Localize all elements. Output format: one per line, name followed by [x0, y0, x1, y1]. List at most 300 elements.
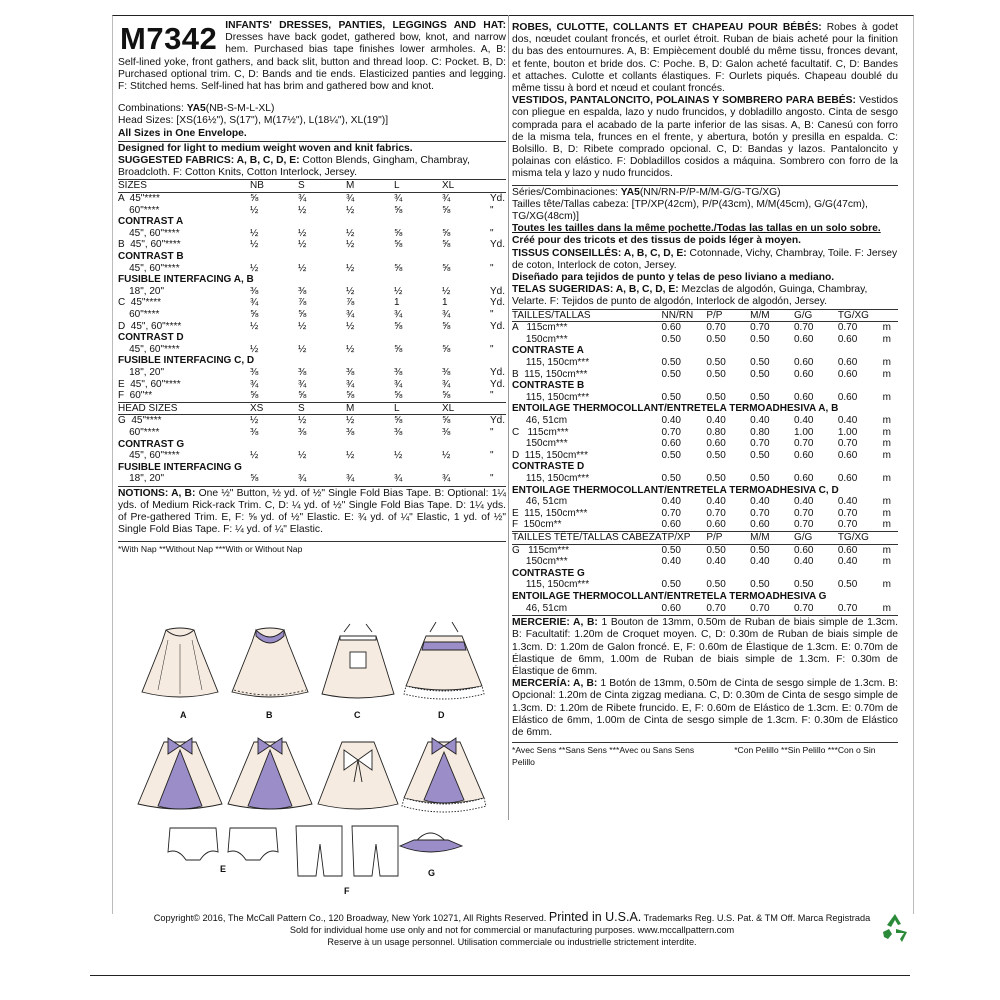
view-f-sketch [296, 826, 398, 876]
table-cell: 0.40 [750, 415, 770, 427]
table-cell: 0.50 [706, 333, 726, 345]
table-cell: 0.70 [837, 322, 858, 334]
table-cell: ¾ [298, 193, 307, 205]
table-cell: ½ [298, 204, 307, 216]
table-cell: 0.40 [706, 496, 726, 508]
row-label: ENTOILAGE THERMOCOLLANT/ENTRETELA TERMOADHESIVA C, D [512, 484, 839, 496]
table-cell: P/P [706, 531, 750, 544]
table-cell: 0.50 [750, 544, 770, 556]
table-cell: " [490, 262, 494, 274]
view-a-back-sketch [138, 738, 222, 809]
table-row [118, 263, 506, 275]
table-cell: m [882, 391, 891, 403]
view-b-back-sketch [228, 738, 312, 809]
table-cell: ½ [442, 285, 451, 297]
table-cell: 0.60 [793, 333, 814, 345]
table-row [118, 390, 506, 402]
table-cell [883, 531, 898, 544]
table-row [118, 309, 506, 321]
table-cell: 0.50 [750, 449, 770, 461]
table-cell: 0.50 [661, 449, 681, 461]
row-label: 18", 20" [118, 285, 165, 297]
table-cell: Yd. [490, 239, 506, 251]
table-cell: 0.60 [661, 322, 681, 334]
fabrics-fr: TISSUS CONSEILLÉS: A, B, C, D, E: Cotonnade, Vichy, Chambray, Toile. F: Jersey de coton, Interlock de coton, Jersey. [512, 247, 898, 271]
table-cell: 0.60 [706, 438, 726, 450]
row-label: G 115cm*** [512, 544, 570, 556]
footer [112, 911, 912, 948]
table-cell: ⅝ [250, 193, 259, 205]
table-cell: 0.60 [837, 368, 858, 380]
table-cell: 0.60 [837, 391, 858, 403]
table-cell: 0.40 [661, 496, 681, 508]
table-cell: ⅝ [442, 343, 451, 355]
table-cell: 0.50 [661, 333, 681, 345]
head-sizes-en: Head Sizes: [XS(16½"), S(17"), M(17½"), L(18¼"), XL(19")] [118, 115, 389, 127]
fabrics-en: SUGGESTED FABRICS: A, B, C, D, E: Cotton Blends, Gingham, Chambray, Broadcloth. F: Cotton Knits, Cotton Interlock, Jersey. [118, 155, 470, 179]
all-sizes-en: All Sizes in One Envelope. [118, 127, 247, 139]
view-d-back-sketch [402, 738, 486, 812]
table-cell: 0.70 [837, 519, 858, 531]
table-cell: 0.50 [706, 357, 726, 369]
yardage-table-en [118, 179, 506, 484]
table-row [512, 473, 898, 485]
row-label: 45", 60"**** [118, 262, 180, 274]
table-cell: m [882, 357, 891, 369]
table-cell: m [882, 519, 891, 531]
bottom-rule [90, 975, 910, 976]
table-cell: Yd. [490, 193, 506, 205]
table-cell: 0.60 [837, 544, 858, 556]
table-cell: ½ [250, 343, 259, 355]
table-cell: ⅝ [250, 308, 259, 320]
table-cell: 0.70 [837, 438, 858, 450]
table-cell: 0.50 [661, 579, 681, 591]
table-row [512, 519, 898, 531]
row-label: 46, 51cm [512, 496, 568, 508]
table-header-row [118, 402, 506, 415]
table-row [118, 228, 506, 240]
table-cell: 0.60 [706, 519, 726, 531]
table-cell: TG/XG [838, 531, 883, 544]
table-cell: ⅜ [298, 366, 307, 378]
table-cell: L [394, 402, 442, 415]
table-cell: 1.00 [837, 426, 858, 438]
table-row [118, 239, 506, 251]
merceria-es: MERCERÍA: A, B: 1 Botón de 13mm, 0.50m de Cinta de sesgo simple de 1.3cm. B: Opcional: 1.20m de Cinta zigzag mediana. C, D: 0.30m de Cinta de sesgo simple de 1.3cm. D: 1.20m de Ribete fruncido. E, F: 0.60m de Elástico de 1.3cm. E: 0.70m de Elástico de 6mm, 1.00m de Cinta de sesgo simple de 1.3cm. F: 0.30m de Elástico de 6mm. [512, 678, 898, 738]
table-cell: 0.50 [661, 391, 681, 403]
table-cell: 0.50 [661, 357, 681, 369]
row-label: FUSIBLE INTERFACING A, B [118, 274, 254, 286]
table-subheading [512, 485, 898, 497]
table-cell: ½ [250, 227, 259, 239]
english-column [118, 20, 506, 555]
table-cell: ⅝ [442, 262, 451, 274]
table-cell: XS [250, 402, 298, 415]
table-cell: ⅝ [442, 239, 451, 251]
table-cell: 0.70 [750, 322, 770, 334]
table-cell: ½ [298, 262, 307, 274]
table-cell: TP/XP [662, 531, 707, 544]
table-cell: Yd. [490, 297, 506, 309]
table-cell: ¾ [442, 193, 451, 205]
table-cell: m [882, 496, 891, 508]
table-cell: ⅝ [442, 390, 451, 402]
table-row [512, 579, 898, 591]
designed-fr: Créé pour des tricots et des tissus de poids léger à moyen. [512, 235, 801, 247]
table-cell: ⅝ [394, 320, 403, 332]
row-label: 46, 51cm [512, 415, 568, 427]
table-cell: ½ [394, 285, 403, 297]
table-row [512, 544, 898, 556]
table-row [512, 392, 898, 404]
all-sizes-fr: Toutes les tailles dans la même pochette./Todas las tallas en un solo sobre. [512, 223, 881, 235]
table-row [512, 369, 898, 381]
row-label: 45", 60"**** [118, 343, 180, 355]
row-label: D 45", 60"**** [118, 320, 182, 332]
row-label: 115, 150cm*** [512, 391, 590, 403]
table-cell: 0.70 [793, 507, 814, 519]
table-cell: 0.40 [750, 496, 770, 508]
table-cell: ¾ [442, 378, 451, 390]
view-label-g: G [428, 868, 436, 878]
table-cell: ⅝ [298, 390, 307, 402]
table-cell: 0.50 [750, 368, 770, 380]
table-cell: 0.60 [661, 438, 681, 450]
footnotes-fr-es: *Avec Sens **Sans Sens ***Avec ou Sans Sens *Con Pelillo **Sin Pelillo ***Con o Sin Pelillo [512, 745, 876, 768]
reserve-line: Reserve à un usage personnel. Utilisation commerciale ou industrielle strictement interdite. [327, 937, 697, 947]
table-cell: 0.50 [837, 579, 858, 591]
row-label: 60"**** [118, 204, 160, 216]
table-cell: M [346, 180, 394, 193]
view-label-a: A [180, 710, 187, 720]
table-cell: 0.50 [750, 472, 770, 484]
row-label: TAILLES TÊTE/TALLAS CABEZA [512, 531, 662, 543]
table-cell: ¾ [346, 378, 355, 390]
table-cell: ½ [298, 343, 307, 355]
table-cell: ½ [346, 262, 355, 274]
row-label: 46, 51cm [512, 602, 568, 614]
table-cell: 0.40 [793, 496, 814, 508]
table-row [118, 427, 506, 439]
table-row [118, 379, 506, 391]
table-subheading [512, 461, 898, 473]
row-label: CONTRAST B [118, 251, 184, 262]
table-cell: " [490, 450, 494, 462]
table-cell: ⅜ [346, 366, 355, 378]
row-label: CONTRASTE D [512, 461, 585, 473]
table-row [118, 321, 506, 333]
table-cell: Yd. [490, 415, 506, 427]
sold-line: Sold for individual home use only and not for commercial or manufacturing purposes. www.mccallpattern.com [289, 925, 735, 935]
table-row [512, 450, 898, 462]
view-b-sketch [232, 628, 308, 697]
table-cell: 0.50 [750, 357, 770, 369]
table-row [118, 297, 506, 309]
table-cell: 0.40 [837, 556, 858, 568]
french-spanish-column [512, 22, 898, 769]
row-label: 150cm*** [512, 333, 568, 345]
table-cell: 0.50 [706, 544, 726, 556]
view-c-sketch [322, 624, 394, 698]
table-cell: NB [250, 180, 298, 193]
table-cell: 0.70 [661, 507, 681, 519]
table-row [512, 415, 898, 427]
table-cell: ½ [394, 450, 403, 462]
table-cell: ½ [346, 227, 355, 239]
row-label: CONTRASTE B [512, 380, 585, 392]
table-cell: L [394, 180, 442, 193]
table-cell: Yd. [490, 366, 506, 378]
table-cell: ⅝ [442, 204, 451, 216]
table-header-row [512, 309, 898, 322]
table-subheading [118, 251, 506, 263]
table-cell: m [882, 472, 891, 484]
table-cell: ⅜ [442, 366, 451, 378]
table-row [512, 496, 898, 508]
row-label: E 115, 150cm*** [512, 507, 588, 519]
head-sizes-fr: Tailles tête/Tallas cabeza: [TP/XP(42cm), P/P(43cm), M/M(45cm), G/G(47cm), TG/XG(48cm)] [512, 198, 868, 223]
table-cell: ½ [298, 227, 307, 239]
table-cell: TG/XG [838, 309, 883, 322]
row-label: 45", 60"**** [118, 450, 180, 462]
row-label: A 45"**** [118, 193, 160, 205]
table-subheading [512, 591, 898, 603]
table-cell: Yd. [490, 320, 506, 332]
table-cell: 0.70 [706, 602, 726, 614]
view-c-back-sketch [318, 742, 398, 809]
table-cell: 0.50 [706, 472, 726, 484]
combinations-en: Combinations: YA5(NB-S-M-L-XL) [118, 103, 275, 115]
table-cell: ⅝ [394, 204, 403, 216]
row-label: 18", 20" [118, 366, 165, 378]
notions-en: NOTIONS: A, B: One ½" Button, ½ yd. of ½" Single Fold Bias Tape. B: Optional: 1¼ yds. of Medium Rick-rack Trim. C, D: ¼ yd. of ½" Single Fold Bias Tape. D: 1¼ yds. of Pre-gathered Trim. E, F: ⅝ yd. of ½" Elastic. E: ¾ yd. of ¼" Elastic, 1 yd. of ½" Single Fold Bias Tape. F: ¼ yd. of ¼" Elastic. [118, 487, 507, 536]
table-cell: 0.50 [661, 472, 681, 484]
table-cell: ⅝ [298, 308, 307, 320]
row-label: 18", 20" [118, 473, 165, 485]
table-row [118, 473, 506, 485]
table-cell: 0.60 [793, 391, 814, 403]
row-label: C 45"**** [118, 297, 162, 309]
combinations-fr: Séries/Combinaciones: YA5(NN/RN-P/P-M/M-G/G-TG/XG) [512, 186, 781, 198]
table-cell: ½ [250, 239, 259, 251]
table-cell: 1 [442, 297, 448, 309]
row-label: 150cm*** [512, 438, 568, 450]
table-cell: 0.80 [706, 426, 726, 438]
table-cell: ⅜ [250, 426, 259, 438]
table-cell: ⅝ [394, 415, 403, 427]
table-cell: m [882, 368, 891, 380]
row-label: CONTRAST D [118, 332, 184, 344]
column-divider [508, 15, 509, 820]
row-label: CONTRASTE A [512, 345, 584, 357]
table-cell: 0.40 [661, 415, 681, 427]
table-row [512, 357, 898, 369]
table-subheading [118, 355, 506, 367]
table-cell: S [298, 180, 346, 193]
table-subheading [512, 380, 898, 392]
table-cell: 0.70 [750, 507, 770, 519]
table-cell: m [882, 602, 891, 614]
table-cell: 0.80 [750, 426, 770, 438]
table-cell: 0.50 [661, 544, 681, 556]
table-cell: 0.40 [793, 415, 814, 427]
table-cell: ¾ [394, 473, 403, 485]
table-cell: G/G [794, 531, 838, 544]
table-cell: " [490, 227, 494, 239]
table-cell: M/M [750, 309, 794, 322]
table-row [118, 193, 506, 205]
table-cell: ⅜ [394, 366, 403, 378]
yardage-table-fr [512, 309, 898, 614]
table-cell: ⅜ [250, 366, 259, 378]
table-cell: ¾ [394, 193, 403, 205]
table-cell: " [490, 390, 494, 402]
view-a-sketch [142, 628, 218, 697]
table-cell: ½ [250, 262, 259, 274]
description-es: VESTIDOS, PANTALONCITO, POLAINAS Y SOMBRERO PARA BEBÉS: Vestidos con pliegue en espalda, lazo y nudo fruncidos, y dobladillo angosto. Cinta de sesgo comprada para el acabado de la parte inferior de las sisas. A, B: Canesú con forro de la misma tela, frunces en el frente, y abertura, botón y presilla en espalda. C: Bolsillo. B, D: Ribete comprado opcional. C, D: Bandas y lazos. Pantaloncito y polainas con elástico. F: Dobladillos cosidos a máquina. Sombrero con forro de la misma tela y lazo y nudo fruncidos. [512, 95, 898, 180]
table-cell: m [882, 449, 891, 461]
description-en: INFANTS' DRESSES, PANTIES, LEGGINGS AND HAT: Dresses have back godet, gathered bow, knot, and narrow hem. Purchased bias tape finishes lower armholes. A, B: Self-lined yoke, front gathers, and back slit, button and thread loop. C: Pocket. B, D: Purchased optional trim. C, D: Bands and tie ends. Elasticized panties and legging. F: Stitched hems. Self-lined hat has brim and gathered bow and knot. [118, 20, 506, 93]
table-cell: 0.50 [661, 368, 681, 380]
table-cell: ⅜ [298, 285, 307, 297]
table-cell: ¾ [394, 308, 403, 320]
table-row [512, 334, 898, 346]
table-cell: 0.60 [793, 449, 814, 461]
table-row [512, 556, 898, 568]
table-cell: 0.60 [793, 472, 814, 484]
row-label: FUSIBLE INTERFACING G [118, 461, 242, 473]
table-cell: ½ [298, 239, 307, 251]
table-cell: ½ [346, 343, 355, 355]
table-cell: ⅝ [442, 415, 451, 427]
table-cell: 0.40 [706, 556, 726, 568]
table-cell: ⅝ [394, 343, 403, 355]
table-cell [883, 309, 898, 322]
table-row [118, 415, 506, 427]
table-cell: 0.50 [706, 391, 726, 403]
table-cell: P/P [706, 309, 750, 322]
table-cell: XL [442, 180, 490, 193]
table-cell: ½ [346, 285, 355, 297]
table-cell: ½ [250, 415, 259, 427]
table-cell: 0.60 [837, 357, 858, 369]
row-label: C 115cm*** [512, 426, 569, 438]
row-label: FUSIBLE INTERFACING C, D [118, 355, 255, 367]
table-row [118, 205, 506, 217]
designed-for-en: Designed for light to medium weight woven and knit fabrics. [118, 142, 413, 154]
table-cell: ⅜ [394, 426, 403, 438]
row-label: TAILLES/TALLAS [512, 309, 662, 322]
table-cell [490, 402, 506, 415]
table-cell: ¾ [346, 193, 355, 205]
table-row [512, 438, 898, 450]
table-subheading [118, 216, 506, 228]
table-cell: ¾ [298, 473, 307, 485]
table-row [512, 322, 898, 334]
designed-es: Diseñado para tejidos de punto y telas de peso liviano a mediano. [512, 272, 835, 284]
description-fr: ROBES, CULOTTE, COLLANTS ET CHAPEAU POUR BÉBÉS: Robes à godet dos, nœudet coulant froncés, et ourlet étroit. Ruban de biais acheté pour la finition du bas des entournures. A, B: Empiècement doublé du même tissu, fronces devant, et fente, bouton et bride dos. C: Poche. B, D: Galon acheté facultatif. C, D: Bandes et attaches. Culotte et collants élastiques. F: Ourlets piqués. Chapeau doublé du même tissu à bord et nœud et coulant froncés. [512, 22, 899, 95]
row-label: CONTRASTE G [512, 567, 585, 579]
table-subheading [118, 332, 506, 344]
table-cell: ½ [346, 415, 355, 427]
table-cell: 0.50 [706, 579, 726, 591]
table-cell: NN/RN [662, 309, 707, 322]
table-cell: ¾ [250, 297, 259, 309]
table-cell: 0.50 [706, 368, 726, 380]
row-label: 45", 60"**** [118, 227, 180, 239]
row-label: HEAD SIZES [118, 402, 250, 415]
table-cell: 0.70 [837, 507, 858, 519]
table-cell: XL [442, 402, 490, 415]
table-cell: ⅜ [250, 285, 259, 297]
table-cell: 0.70 [793, 438, 814, 450]
table-cell: " [490, 426, 494, 438]
table-cell: ⅝ [394, 390, 403, 402]
table-cell: ⅞ [346, 297, 355, 309]
table-row [512, 508, 898, 520]
row-label: ENTOILAGE THERMOCOLLANT/ENTRETELA TERMOADHESIVA G [512, 590, 827, 602]
row-label: 115, 150cm*** [512, 579, 590, 591]
table-cell: ⅝ [394, 227, 403, 239]
table-cell: Yd. [490, 285, 506, 297]
table-cell: m [882, 507, 891, 519]
table-header-row [512, 531, 898, 544]
table-cell: ⅝ [250, 473, 259, 485]
row-label: G 45"**** [118, 415, 162, 427]
table-cell: ⅝ [442, 227, 451, 239]
view-label-c: C [354, 710, 361, 720]
table-cell: ½ [250, 204, 259, 216]
table-cell: m [882, 579, 891, 591]
view-label-f: F [344, 886, 350, 896]
footnote-en: *With Nap **Without Nap ***With or Without Nap [118, 543, 303, 554]
table-cell: m [882, 415, 891, 427]
table-cell: ¾ [442, 473, 451, 485]
garment-sketches [118, 622, 506, 912]
table-cell: 0.50 [750, 333, 770, 345]
row-label: F 150cm** [512, 519, 562, 531]
table-cell: M [346, 402, 394, 415]
table-cell: ⅝ [394, 239, 403, 251]
table-cell: 0.70 [750, 602, 770, 614]
row-label: 150cm*** [512, 556, 568, 568]
row-label: B 115, 150cm*** [512, 368, 588, 380]
table-cell: 0.70 [837, 602, 858, 614]
table-row [118, 344, 506, 356]
table-row [512, 427, 898, 439]
table-cell: ⅝ [394, 262, 403, 274]
pattern-number: M7342 [120, 21, 218, 56]
table-subheading [512, 403, 898, 415]
fabrics-es: TELAS SUGERIDAS: A, B, C, D, E: Mezclas de algodón, Guinga, Chambray, Velarte. F: Tejidos de punto de algodón, Interlock de algodón, Jersey. [512, 284, 868, 308]
row-label: 115, 150cm*** [512, 357, 590, 369]
table-cell: 0.60 [661, 602, 681, 614]
table-cell: ⅜ [346, 426, 355, 438]
row-label: 60"**** [118, 308, 160, 320]
table-cell: 0.70 [706, 507, 726, 519]
table-cell: ¾ [250, 378, 259, 390]
table-cell: ¾ [346, 308, 355, 320]
table-cell: ¾ [394, 378, 403, 390]
table-cell: m [882, 438, 891, 450]
row-label: B 45", 60"**** [118, 239, 181, 251]
table-cell: ½ [298, 320, 307, 332]
table-cell: 0.70 [750, 438, 770, 450]
table-cell: 0.60 [837, 333, 858, 345]
table-cell: 0.50 [706, 449, 726, 461]
table-cell: ⅝ [442, 320, 451, 332]
